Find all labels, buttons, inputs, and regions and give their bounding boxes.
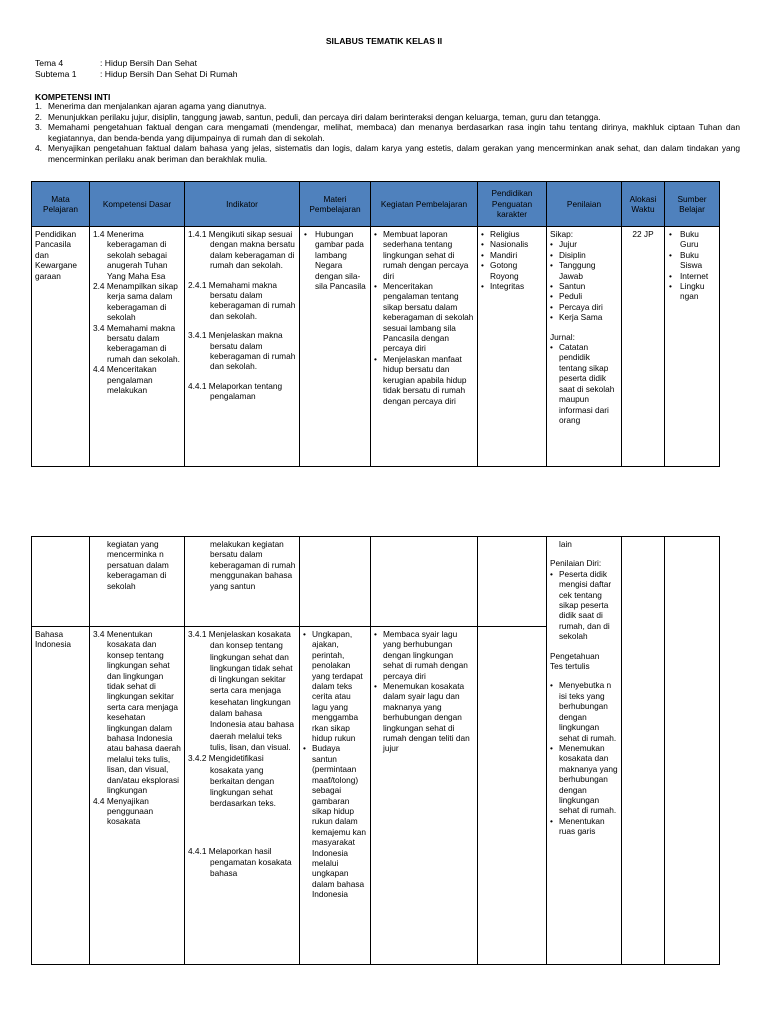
penilaian-item: • Peserta didik mengisi daftar cek tentang sikap peserta didik saat di rumah, dan di sekolah bbox=[550, 569, 618, 642]
kd-item: 3.4 Menentukan kosakata dan konsep tentang lingkungan sehat dan lingkungan tidak sehat di lingkungan sekitar serta cara menjaga kesehatan lingkungan dalam bahasa Indonesia atau bahasa daerah melalui teks tulis, lisan, dan visual, dan/atau eksplorasi lingkungan bbox=[93, 629, 181, 796]
kd-item: 2.4 Menampilkan sikap kerja sama dalam keberagaman di sekolah bbox=[93, 281, 178, 323]
kd-cell bbox=[93, 629, 181, 961]
indikator-cell bbox=[188, 629, 296, 961]
penilaian-item: • Percaya diri bbox=[550, 302, 618, 312]
ki-item bbox=[35, 112, 740, 123]
table-row bbox=[32, 537, 720, 627]
sumber-cell bbox=[668, 229, 716, 463]
kd-item: 3.4 Memahami makna bersatu dalam keberagaman di rumah dan sekolah. bbox=[93, 322, 180, 364]
indikator-item: 3.4.1 Menjelaskan kosakata dan konsep tentang lingkungan sehat dan lingkungan tidak sehat di lingkungan sekitar serta cara menjaga kesehatan lingkungan dalam bahasa Indonesia atau bahasa daerah melalui teks tulis, lisan, dan visual. bbox=[188, 629, 294, 752]
tema-line bbox=[35, 58, 197, 68]
penilaian-item: • Menyebutka n isi teks yang berhubungan dengan lingkungan sehat di rumah. bbox=[550, 680, 618, 742]
kd-cont-cell: kegiatan yang mencerminka n persatuan dalam keberagaman di sekolah bbox=[107, 539, 169, 591]
header-karakter: Pendidikan Penguatan karakter bbox=[478, 182, 547, 227]
subtema-value: : Hidup Bersih Dan Sehat Di Rumah bbox=[100, 69, 238, 79]
table-header-row bbox=[32, 182, 720, 227]
alokasi-cell: 22 JP bbox=[632, 229, 654, 239]
subtema-label: Subtema 1 bbox=[35, 69, 77, 79]
materi-item: • Budaya santun (permintaan maaf/tolong) sebagai gambaran sikap hidup rukun dalam kemajemu kan masyarakat Indonesia melalui ungkapan dalam bahasa Indonesia bbox=[303, 743, 367, 899]
ki-text: Menunjukkan perilaku jujur, disiplin, tanggung jawab, santun, peduli, dan percaya diri dalam berinteraksi dengan keluarga, teman, guru dan tetangga. bbox=[48, 111, 601, 122]
ki-text: Memahami pengetahuan faktual dengan cara mengamati (mendengar, melihat, membaca) dan menanya berdasarkan rasa ingin tahu tentang dirinya, makhluk ciptaan Tuhan dan kegiatannya, dan benda-benda yang dijumpainya di rumah dan di sekolah. bbox=[48, 122, 740, 143]
penilaian-item: • Catatan pendidik tentang sikap peserta didik saat di sekolah maupun informasi dari orang bbox=[550, 342, 618, 425]
kegiatan-item: • Menemukan kosakata dalam syair lagu dan maknanya yang berhubungan dengan lingkungan sehat di rumah dengan teliti dan jujur bbox=[374, 681, 474, 754]
tema-value: : Hidup Bersih Dan Sehat bbox=[100, 58, 197, 68]
indikator-item: 4.4.1 Melaporkan tentang pengalaman bbox=[188, 380, 283, 402]
kegiatan-item: • Menjelaskan manfaat hidup bersatu dan kerugian apabila hidup tidak bersatu di rumah dengan percaya diri bbox=[374, 354, 474, 406]
penilaian-item: • Disiplin bbox=[550, 250, 618, 260]
silabus-table-part2 bbox=[31, 536, 720, 965]
indikator-item: 3.4.2 Mengidetifikasi kosakata yang berkaitan dengan lingkungan sehat berdasarkan teks. bbox=[188, 753, 276, 809]
ki-text: Menyajikan pengetahuan faktual dalam bahasa yang jelas, sistematis dan logis, dalam karya yang estetis, dalam gerakan yang mencerminkan anak sehat, dan dalam tindakan yang mencerminkan perilaku anak beriman dan berakhlak mulia. bbox=[48, 143, 740, 164]
page-title: SILABUS TEMATIK KELAS II bbox=[325, 36, 443, 46]
ki-num: 3. bbox=[35, 122, 42, 133]
ki-item bbox=[35, 122, 740, 143]
ki-item bbox=[35, 143, 740, 164]
penilaian-item: • Kerja Sama bbox=[550, 312, 618, 322]
kegiatan-item: • Membaca syair lagu yang berhubungan dengan lingkungan sehat di rumah dengan percaya diri bbox=[374, 629, 474, 681]
penilaian-item: • Menemukan kosakata dan maknanya yang berhubungan dengan lingkungan sehat di rumah. bbox=[550, 743, 618, 816]
kegiatan-item: • Menceritakan pengalaman tentang sikap bersatu dalam keberagaman di sekolah sesuai lambang sila Pancasila dengan percaya diri bbox=[374, 281, 474, 354]
materi-item: • Hubungan gambar pada lambang Negara dengan sila-sila Pancasila bbox=[303, 229, 367, 291]
kegiatan-item: • Membuat laporan sederhana tentang lingkungan sehat di rumah dengan percaya diri bbox=[374, 229, 474, 281]
indikator-cont-cell: melakukan kegiatan bersatu dalam keberagaman di rumah menggunakan bahasa yang santun bbox=[210, 539, 296, 591]
karakter-item: • Integritas bbox=[481, 281, 543, 291]
indikator-item: 1.4.1 Mengikuti sikap sesuai dengan makna bersatu dalam keberagaman di rumah dan sekolah. bbox=[188, 229, 295, 271]
ki-text: Menerima dan menjalankan ajaran agama yang dianutnya. bbox=[48, 101, 267, 111]
penilaian-item: • Menentukan ruas garis bbox=[550, 816, 618, 837]
sumber-item: • Lingku ngan bbox=[668, 281, 716, 302]
kd-item: 4.4 Menyajikan penggunaan kosakata bbox=[93, 795, 154, 827]
karakter-item: • Mandiri bbox=[481, 250, 543, 260]
penilaian-item: • Santun bbox=[550, 281, 618, 291]
kegiatan-cell bbox=[374, 629, 474, 961]
subtema-line bbox=[35, 69, 238, 79]
ki-num: 4. bbox=[35, 143, 42, 154]
header-sumber: Sumber Belajar bbox=[665, 182, 720, 227]
kompetensi-inti-list bbox=[35, 101, 740, 165]
karakter-item: • Religius bbox=[481, 229, 543, 239]
sumber-item: • Buku Siswa bbox=[668, 250, 716, 271]
kd-cell bbox=[93, 229, 181, 463]
tes-tertulis-label: Tes tertulis bbox=[550, 661, 590, 672]
materi-cell bbox=[303, 629, 367, 961]
ki-num: 1. bbox=[35, 101, 42, 111]
mapel-cell: Pendidikan Pancasila dan Kewargane garaan bbox=[35, 229, 77, 281]
karakter-item: • Gotong Royong bbox=[481, 260, 543, 281]
header-kegiatan: Kegiatan Pembelajaran bbox=[371, 182, 478, 227]
kegiatan-cell bbox=[374, 229, 474, 463]
header-indikator: Indikator bbox=[185, 182, 300, 227]
indikator-cell bbox=[188, 229, 296, 463]
penilaian-item: • Jujur bbox=[550, 239, 618, 249]
karakter-item: • Nasionalis bbox=[481, 239, 543, 249]
sumber-item: • Internet bbox=[668, 271, 716, 281]
materi-item: • Ungkapan, ajakan, perintah, penolakan yang terdapat dalam teks cerita atau lagu yang menggamba rkan sikap hidup rukun bbox=[303, 629, 367, 743]
header-kd: Kompetensi Dasar bbox=[90, 182, 185, 227]
penilaian-cont: lain bbox=[559, 539, 572, 549]
kd-item: 4.4 Menceritakan pengalaman melakukan bbox=[93, 364, 157, 396]
sumber-item: • Buku Guru bbox=[668, 229, 716, 250]
penilaian-diri-label: Penilaian Diri: bbox=[550, 558, 602, 569]
ki-num: 2. bbox=[35, 111, 42, 122]
header-materi: Materi Pembelajaran bbox=[300, 182, 371, 227]
tema-label: Tema 4 bbox=[35, 58, 64, 68]
indikator-item: 4.4.1 Melaporkan hasil pengamatan kosakata bahasa bbox=[188, 845, 292, 879]
materi-cell bbox=[303, 229, 367, 463]
penilaian-item: • Peduli bbox=[550, 291, 618, 301]
header-penilaian: Penilaian bbox=[547, 182, 622, 227]
indikator-item: 3.4.1 Menjelaskan makna bersatu dalam keberagaman di rumah dan sekolah. bbox=[188, 330, 296, 372]
penilaian-cont-cell bbox=[550, 539, 618, 953]
mapel-cell: Bahasa Indonesia bbox=[35, 629, 71, 650]
kd-item: 1.4 Menerima keberagaman di sekolah sebagai anugerah Tuhan Yang Maha Esa bbox=[93, 229, 168, 281]
table-row bbox=[32, 227, 720, 467]
penilaian-sikap-label: Sikap: bbox=[550, 229, 574, 239]
penilaian-cell bbox=[550, 229, 618, 463]
penilaian-jurnal-label: Jurnal: bbox=[550, 331, 575, 342]
karakter-cell bbox=[481, 229, 543, 463]
penilaian-item: • Tanggung Jawab bbox=[550, 260, 618, 281]
silabus-table-part1 bbox=[31, 181, 720, 467]
header-alokasi: Alokasi Waktu bbox=[622, 182, 665, 227]
pengetahuan-label: Pengetahuan bbox=[550, 650, 600, 661]
indikator-item: 2.4.1 Memahami makna bersatu dalam keberagaman di rumah dan sekolah. bbox=[188, 279, 296, 321]
header-mapel: Mata Pelajaran bbox=[32, 182, 90, 227]
kompetensi-inti-heading: KOMPETENSI INTI bbox=[35, 92, 111, 102]
ki-item bbox=[35, 101, 740, 112]
